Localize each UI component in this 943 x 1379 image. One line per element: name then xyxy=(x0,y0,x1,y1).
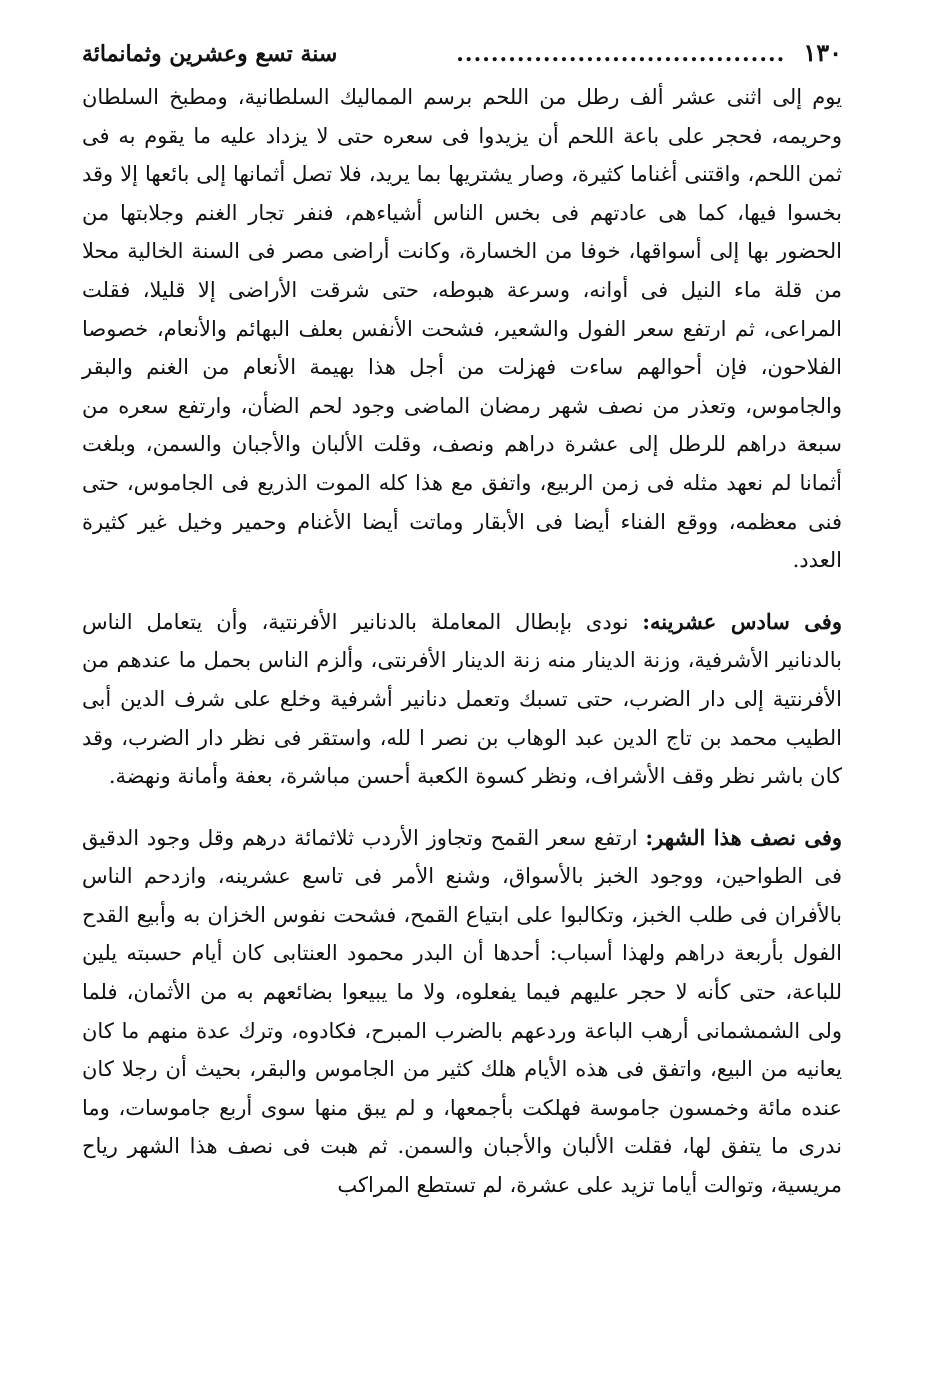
paragraph xyxy=(82,78,842,580)
book-page xyxy=(82,38,842,1205)
leader-dots: ...................................... xyxy=(456,41,786,67)
paragraph-lead: وفى سادس عشرينه: xyxy=(642,608,842,634)
paragraph-lead: وفى نصف هذا الشهر: xyxy=(645,824,843,850)
paragraph-text: ارتفع سعر القمح وتجاوز الأردب ثلاثمائة درهم وقل وجود الدقيق فى الطواحين، ووجود الخبز بالأسواق، وشنع الأمر فى تاسع عشرينه، وازدحم الناس بالأفران فى طلب الخبز، وتكالبوا على ابتياع القمح، فشحت نفوس الخزان به وأبيع القدح الفول بأربعة دراهم ولهذا أسباب: أحدها أن البدر محمود العنتابى كان أيام حسبته يلين للباعة، حتى كأنه لا حجر عليهم فيما يفعلوه، ولا ما يبيعوا بضائعهم به من الأثمان، فلما ولى الشمشمانى أرهب الباعة وردعهم بالضرب المبرح، فكادوه، وترك عدة منهم ما كان يعانيه من البيع، واتفق فى هذه الأيام هلك كثير من الجاموس والبقر، بحيث أن رجلا كان عنده مائة وخمسون جاموسة فهلكت بأجمعها، و لم يبق منها سوى أربع جاموسات، وما ندرى ما يتفق لها، فقلت الألبان والأجبان والسمن. ثم هبت فى نصف هذا الشهر رياح مريسية، وتوالت أياما تزيد على عشرة، لم تستطع المراكب xyxy=(82,825,842,1198)
paragraph-text: يوم إلى اثنى عشر ألف رطل من اللحم برسم المماليك السلطانية، ومطبخ السلطان وحريمه، فحجر على باعة اللحم أن يزيدوا فى سعره حتى لا يزداد عليه ما يقوم به فى ثمن اللحم، واقتنى أغناما كثيرة، وصار يشتريها بما يريد، فلا تصل أثمانها إلى بائعها إلا وقد بخسوا فيها، كما هى عادتهم فى بخس الناس أشياءهم، فنفر تجار الغنم وجلابتها من الحضور بها إلى أسواقها، خوفا من الخسارة، وكانت أراضى مصر فى السنة الخالية محلا من قلة ماء النيل فى أوانه، وسرعة هبوطه، حتى شرقت الأراضى إلا قليلا، فقلت المراعى، ثم ارتفع سعر الفول والشعير، فشحت الأنفس بعلف البهائم والأنعام، خصوصا الفلاحون، فإن أحوالهم ساءت فهزلت من أجل هذا بهيمة الأنعام من الغنم والبقر والجاموس، وتعذر من نصف شهر رمضان الماضى وجود لحم الضأن، وارتفع سعره من سبعة دراهم للرطل إلى عشرة دراهم ونصف، وقلت الألبان والأجبان والسمن، وبلغت أثمانا لم نعهد مثله فى زمن الربيع، واتفق مع هذا كله الموت الذريع فى الجاموس، حتى فنى معظمه، ووقع الفناء أيضا فى الأبقار وماتت أيضا الأغنام وحمير وخيل غير كثيرة العدد. xyxy=(82,85,842,573)
page-number: ١٣٠ xyxy=(803,38,842,67)
paragraph xyxy=(82,603,842,796)
paragraph xyxy=(82,819,842,1205)
running-header xyxy=(82,38,842,78)
paragraph-text: نودى بإبطال المعاملة بالدنانير الأفرنتية، وأن يتعامل الناس بالدنانير الأشرفية، وزنة الدينار منه زنة الدينار الأفرنتى، وألزم الناس بحمل ما عندهم من الأفرنتية إلى دار الضرب، حتى تسبك وتعمل دنانير أشرفية وخلع على شرف الدين أبى الطيب محمد بن تاج الدين عبد الوهاب بن نصر ا لله، واستقر فى نظر دار الضرب، وقد كان باشر نظر وقف الأشراف، ونظر كسوة الكعبة أحسن مباشرة، بعفة وأمانة ونهضة. xyxy=(82,609,842,789)
running-title: سنة تسع وعشرين وثمانمائة xyxy=(82,41,338,67)
